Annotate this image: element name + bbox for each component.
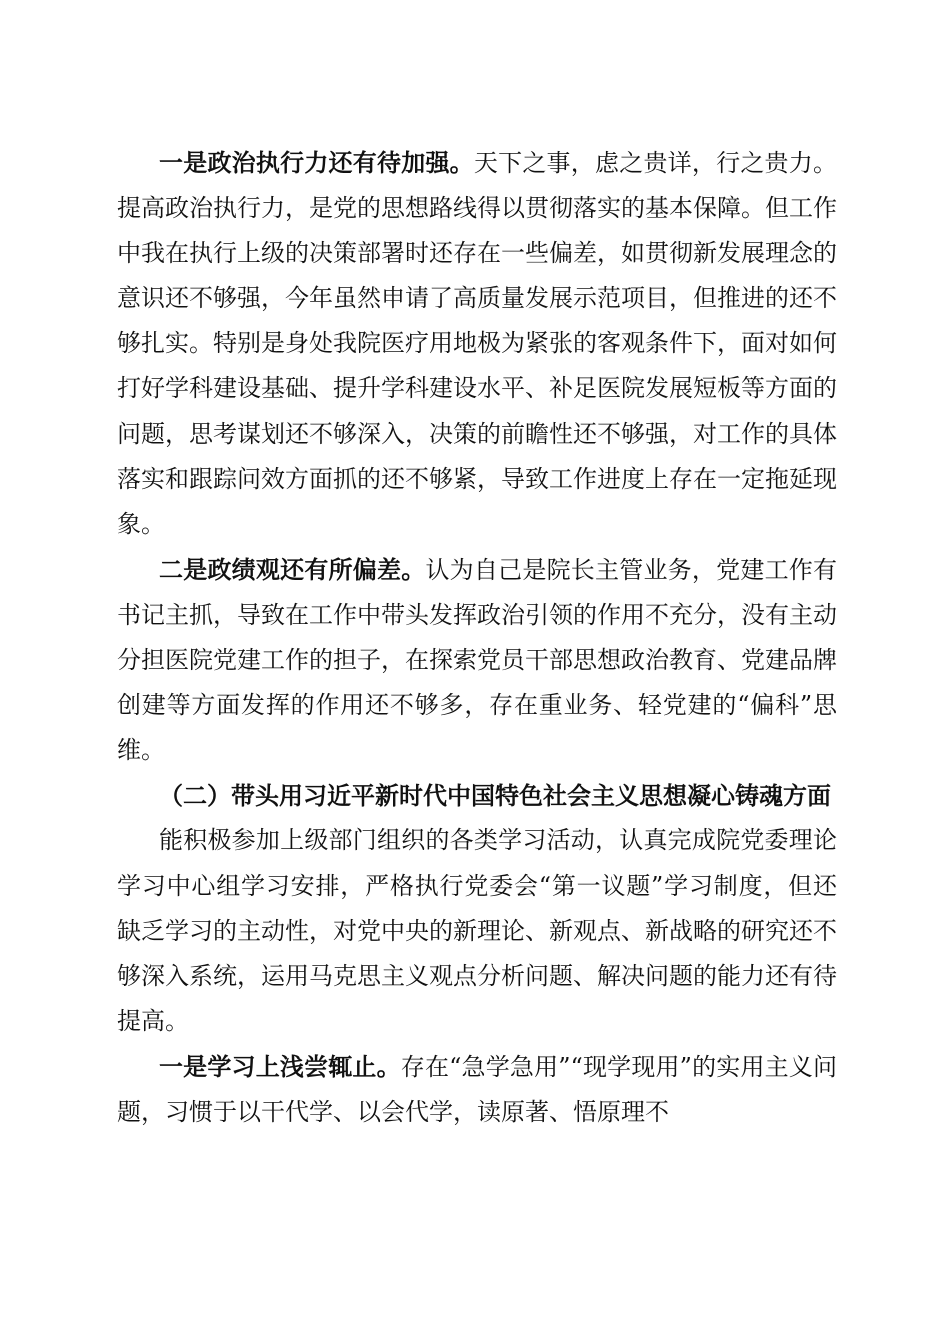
document-page — [117, 140, 837, 1135]
paragraph-shallow-learning — [117, 1044, 837, 1135]
paragraph-body: 天下之事，虑之贵详，行之贵力。提高政治执行力，是党的思想路线得以贯彻落实的基本保障。但工作中我在执行上级的决策部署时还存在一些偏差，如贯彻新发展理念的意识还不够强，今年虽然申请了高质量发展示范项目，但推进的还不够扎实。特别是身处我院医疗用地极为紧张的客观条件下，面对如何打好学科建设基础、提升学科建设水平、补足医院发展短板等方面的问题，思考谋划还不够深入，决策的前瞻性还不够强，对工作的具体落实和跟踪问效方面抓的还不够紧，导致工作进度上存在一定拖延现象。 — [117, 149, 838, 538]
section-heading: （二）带头用习近平新时代中国特色社会主义思想凝心铸魂方面 — [159, 781, 831, 811]
paragraph-body: 认为自己是院长主管业务，党建工作有书记主抓，导致在工作中带头发挥政治引领的作用不充分，没有主动分担医院党建工作的担子，在探索党员干部思想政治教育、党建品牌创建等方面发挥的作用还不够多，存在重业务、轻党建的“偏科”思维。 — [117, 555, 838, 765]
paragraph-performance-view — [117, 547, 837, 773]
paragraph-lead: 二是政绩观还有所偏差。 — [159, 554, 426, 584]
paragraph-lead: 一是政治执行力还有待加强。 — [159, 148, 474, 177]
paragraph-lead: 一是学习上浅尝辄止。 — [159, 1051, 401, 1081]
paragraph-body: 存在“急学急用”“现学现用”的实用主义问题，习惯于以干代学、以会代学，读原著、悟原理不 — [117, 1052, 838, 1126]
section-intro: 能积极参加上级部门组织的各类学习活动，认真完成院党委理论学习中心组学习安排，严格执行党委会“第一议题”学习制度，但还缺乏学习的主动性，对党中央的新理论、新观点、新战略的研究还不够深入系统，运用马克思主义观点分析问题、解决问题的能力还有待提高。 — [117, 826, 837, 1035]
paragraph-political-execution — [117, 140, 837, 547]
